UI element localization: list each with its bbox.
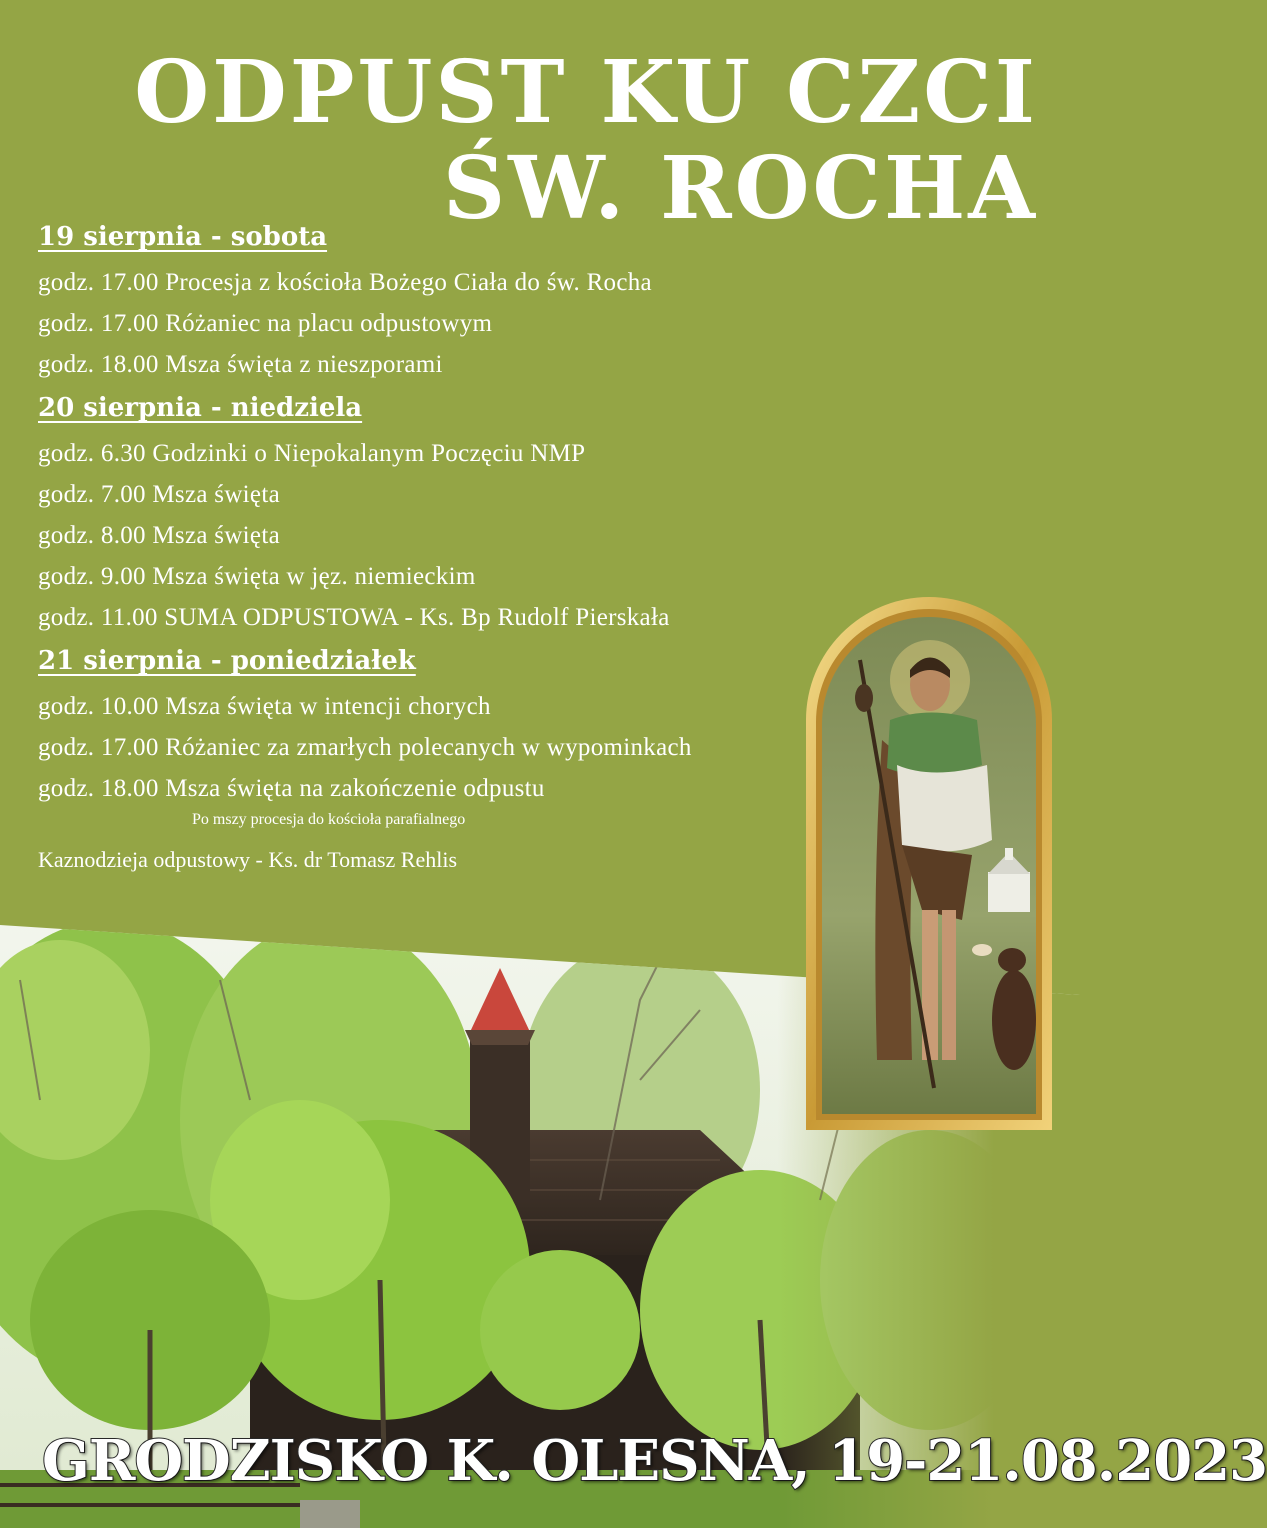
saint-roch-painting (802, 590, 1056, 1132)
location-date: GRODZISKO K. OLESNA, 19-21.08.2023 (42, 1428, 1267, 1494)
schedule-item: godz. 8.00 Msza święta (38, 522, 280, 549)
preacher-line: Kaznodzieja odpustowy - Ks. dr Tomasz Rehlis (38, 847, 458, 872)
schedule-item: godz. 11.00 SUMA ODPUSTOWA - Ks. Bp Rudolf Pierskała (38, 604, 670, 631)
schedule-item: godz. 17.00 Różaniec za zmarłych polecanych w wypominkach (38, 734, 692, 761)
day-block-3 (38, 646, 798, 829)
day-heading: 21 sierpnia - poniedziałek (38, 646, 416, 676)
schedule-item: godz. 10.00 Msza święta w intencji chorych (38, 693, 491, 720)
title-line-2: ŚW. ROCHA (443, 138, 1038, 239)
title-line-1: ODPUST KU CZCI (134, 42, 1038, 143)
schedule-item: godz. 6.30 Godzinki o Niepokalanym Poczęciu NMP (38, 440, 586, 467)
day-heading: 20 sierpnia - niedziela (38, 393, 363, 423)
schedule-item: godz. 18.00 Msza święta z nieszporami (38, 351, 443, 378)
schedule-item: godz. 17.00 Procesja z kościoła Bożego Ciała do św. Rocha (38, 269, 652, 296)
day-block-2 (38, 393, 798, 638)
schedule-item: godz. 17.00 Różaniec na placu odpustowym (38, 310, 493, 337)
day-heading: 19 sierpnia - sobota (38, 222, 328, 252)
schedule (38, 222, 798, 873)
poster-title (134, 42, 1038, 239)
day-block-1 (38, 222, 798, 385)
schedule-item: godz. 18.00 Msza święta na zakończenie odpustu (38, 775, 545, 802)
schedule-item: godz. 7.00 Msza święta (38, 481, 280, 508)
schedule-item: godz. 9.00 Msza święta w jęz. niemieckim (38, 563, 476, 590)
procession-note: Po mszy procesja do kościoła parafialnego (192, 811, 466, 828)
